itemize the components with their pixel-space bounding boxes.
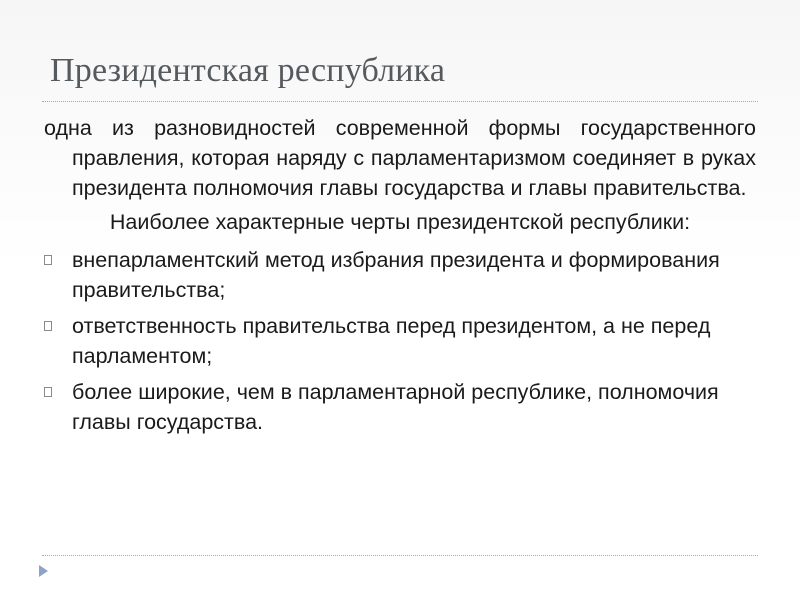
- list-item: [44, 245, 756, 305]
- slide-title: Президентская республика: [50, 52, 446, 89]
- list-item-text: более широкие, чем в парламентарной республике, полномочия главы государства.: [72, 380, 719, 434]
- definition-text: одна из разновидностей современной формы государственного правления, которая наряду с парламентаризмом соединяет в руках президента полномочия главы государства и главы правительства.: [44, 116, 756, 200]
- hollow-square-icon: [44, 387, 52, 397]
- features-list: [44, 245, 756, 437]
- hollow-square-icon: [44, 255, 52, 265]
- list-item-text: внепарламентский метод избрания президента и формирования правительства;: [72, 248, 720, 302]
- slide-body: [44, 113, 756, 443]
- list-item-text: ответственность правительства перед президентом, а не перед парламентом;: [72, 314, 711, 368]
- footer-divider: [42, 555, 758, 556]
- list-item: [44, 377, 756, 437]
- list-item: [44, 311, 756, 371]
- title-divider: [42, 101, 758, 102]
- hollow-square-icon: [44, 321, 52, 331]
- triangle-right-icon[interactable]: [39, 565, 48, 577]
- features-heading: Наиболее характерные черты президентской республики:: [109, 210, 691, 234]
